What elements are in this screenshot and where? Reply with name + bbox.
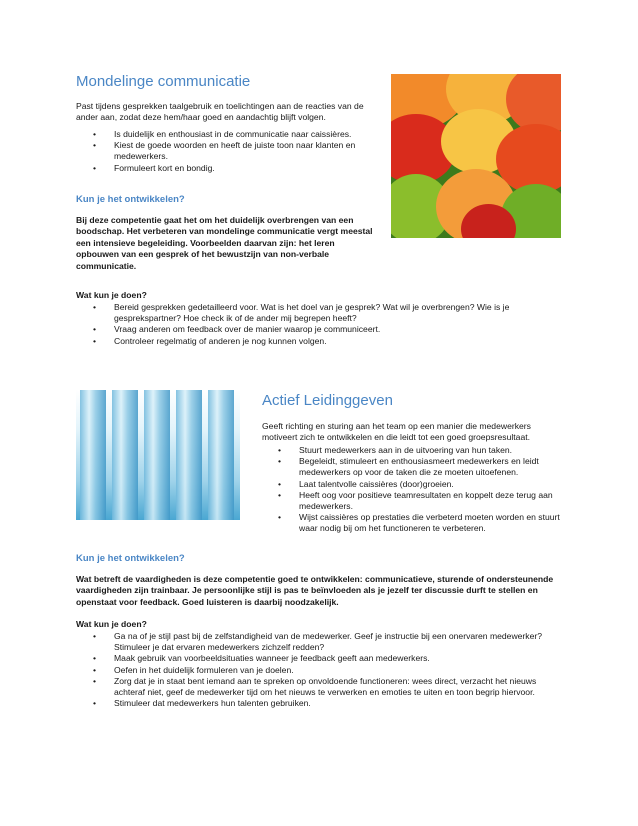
fruit-image: [391, 74, 561, 238]
section2-intro: Geeft richting en sturing aan het team op een manier die medewerkers motiveert zich te ontwikkelen en die leidt tot een goed groepsresultaat.: [262, 421, 531, 443]
list-item: • Is duidelijk en enthousiast in de communicatie naar caissières.: [93, 129, 383, 140]
list-item: • Bereid gesprekken gedetailleerd voor. Wat is het doel van je gesprek? Wat wil je overbrengen? Wie is je gesprekspartner? Hoe check ik of de ander mij begrepen heeft?: [93, 302, 563, 324]
list-item: • Zorg dat je in staat bent iemand aan te spreken op onvoldoende functioneren: wees direct, verzacht het nieuws achteraf niet, geef de medewerker tijd om het nieuws te verwerken en emoties te uiten en toon begrip hiervoor.: [93, 676, 563, 698]
list-item: • Controleer regelmatig of anderen je nog kunnen volgen.: [93, 336, 563, 347]
section1-bullets: [93, 129, 383, 174]
list-item: • Vraag anderen om feedback over de manier waarop je communiceert.: [93, 324, 563, 335]
bottles-image: [76, 390, 240, 520]
section1-todo-bullets: [93, 302, 563, 347]
list-item: • Formuleert kort en bondig.: [93, 163, 383, 174]
section2-todo-heading: Wat kun je doen?: [76, 619, 147, 629]
list-item: • Ga na of je stijl past bij de zelfstandigheid van de medewerker. Geef je instructie bij een onervaren medewerker? Stimuleer je dat ervaren medewerkers zichzelf redden?: [93, 631, 563, 653]
section1-intro: Past tijdens gesprekken taalgebruik en toelichtingen aan de reacties van de ander aan, zodat deze hem/haar goed en aandachtig blijft volgen.: [76, 101, 364, 123]
list-item: • Begeleidt, stimuleert en enthousiasmeert medewerkers en leidt medewerkers op voor de taken die ze moeten uitoefenen.: [278, 456, 568, 478]
list-item: • Heeft oog voor positieve teamresultaten en koppelt deze terug aan medewerkers.: [278, 490, 568, 512]
list-item: • Stuurt medewerkers aan in de uitvoering van hun taken.: [278, 445, 568, 456]
section2-develop-heading: Kun je het ontwikkelen?: [76, 553, 185, 564]
section-title-mondelinge-communicatie: Mondelinge communicatie: [76, 73, 251, 90]
list-item: • Stimuleer dat medewerkers hun talenten gebruiken.: [93, 698, 563, 709]
section2-bullets: [278, 445, 568, 535]
list-item: • Wijst caissières op prestaties die verbeterd moeten worden en stuurt waar nodig bij om het functioneren te verbeteren.: [278, 512, 568, 534]
list-item: • Maak gebruik van voorbeeldsituaties wanneer je feedback geeft aan medewerkers.: [93, 653, 563, 664]
section2-develop-text: Wat betreft de vaardigheden is deze competentie goed te ontwikkelen: communicatieve, sturende of ondersteunende vaardigheden zijn trainbaar. Je persoonlijke stijl is pas te beïnvloeden als je jezelf ter discussie durft te stellen en openstaat voor feedback. Goed luisteren is daarbij noodzakelijk.: [76, 574, 554, 607]
section1-develop-text: Bij deze competentie gaat het om het duidelijk overbrengen van een boodschap. Het verbeteren van mondelinge communicatie vergt meestal een intensieve begeleiding. Voorbeelden daarvan zijn: het leren opbouwen van een gesprek of het bewustzijn van non-verbale communicatie.: [76, 215, 373, 271]
list-item: • Kiest de goede woorden en heeft de juiste toon naar klanten en medewerkers.: [93, 140, 383, 162]
section-title-actief-leidinggeven: Actief Leidinggeven: [262, 392, 393, 409]
section1-todo-heading: Wat kun je doen?: [76, 290, 147, 300]
section2-todo-bullets: [93, 631, 563, 709]
list-item: • Laat talentvolle caissières (door)groeien.: [278, 479, 568, 490]
section1-develop-heading: Kun je het ontwikkelen?: [76, 194, 185, 205]
list-item: • Oefen in het duidelijk formuleren van je doelen.: [93, 665, 563, 676]
